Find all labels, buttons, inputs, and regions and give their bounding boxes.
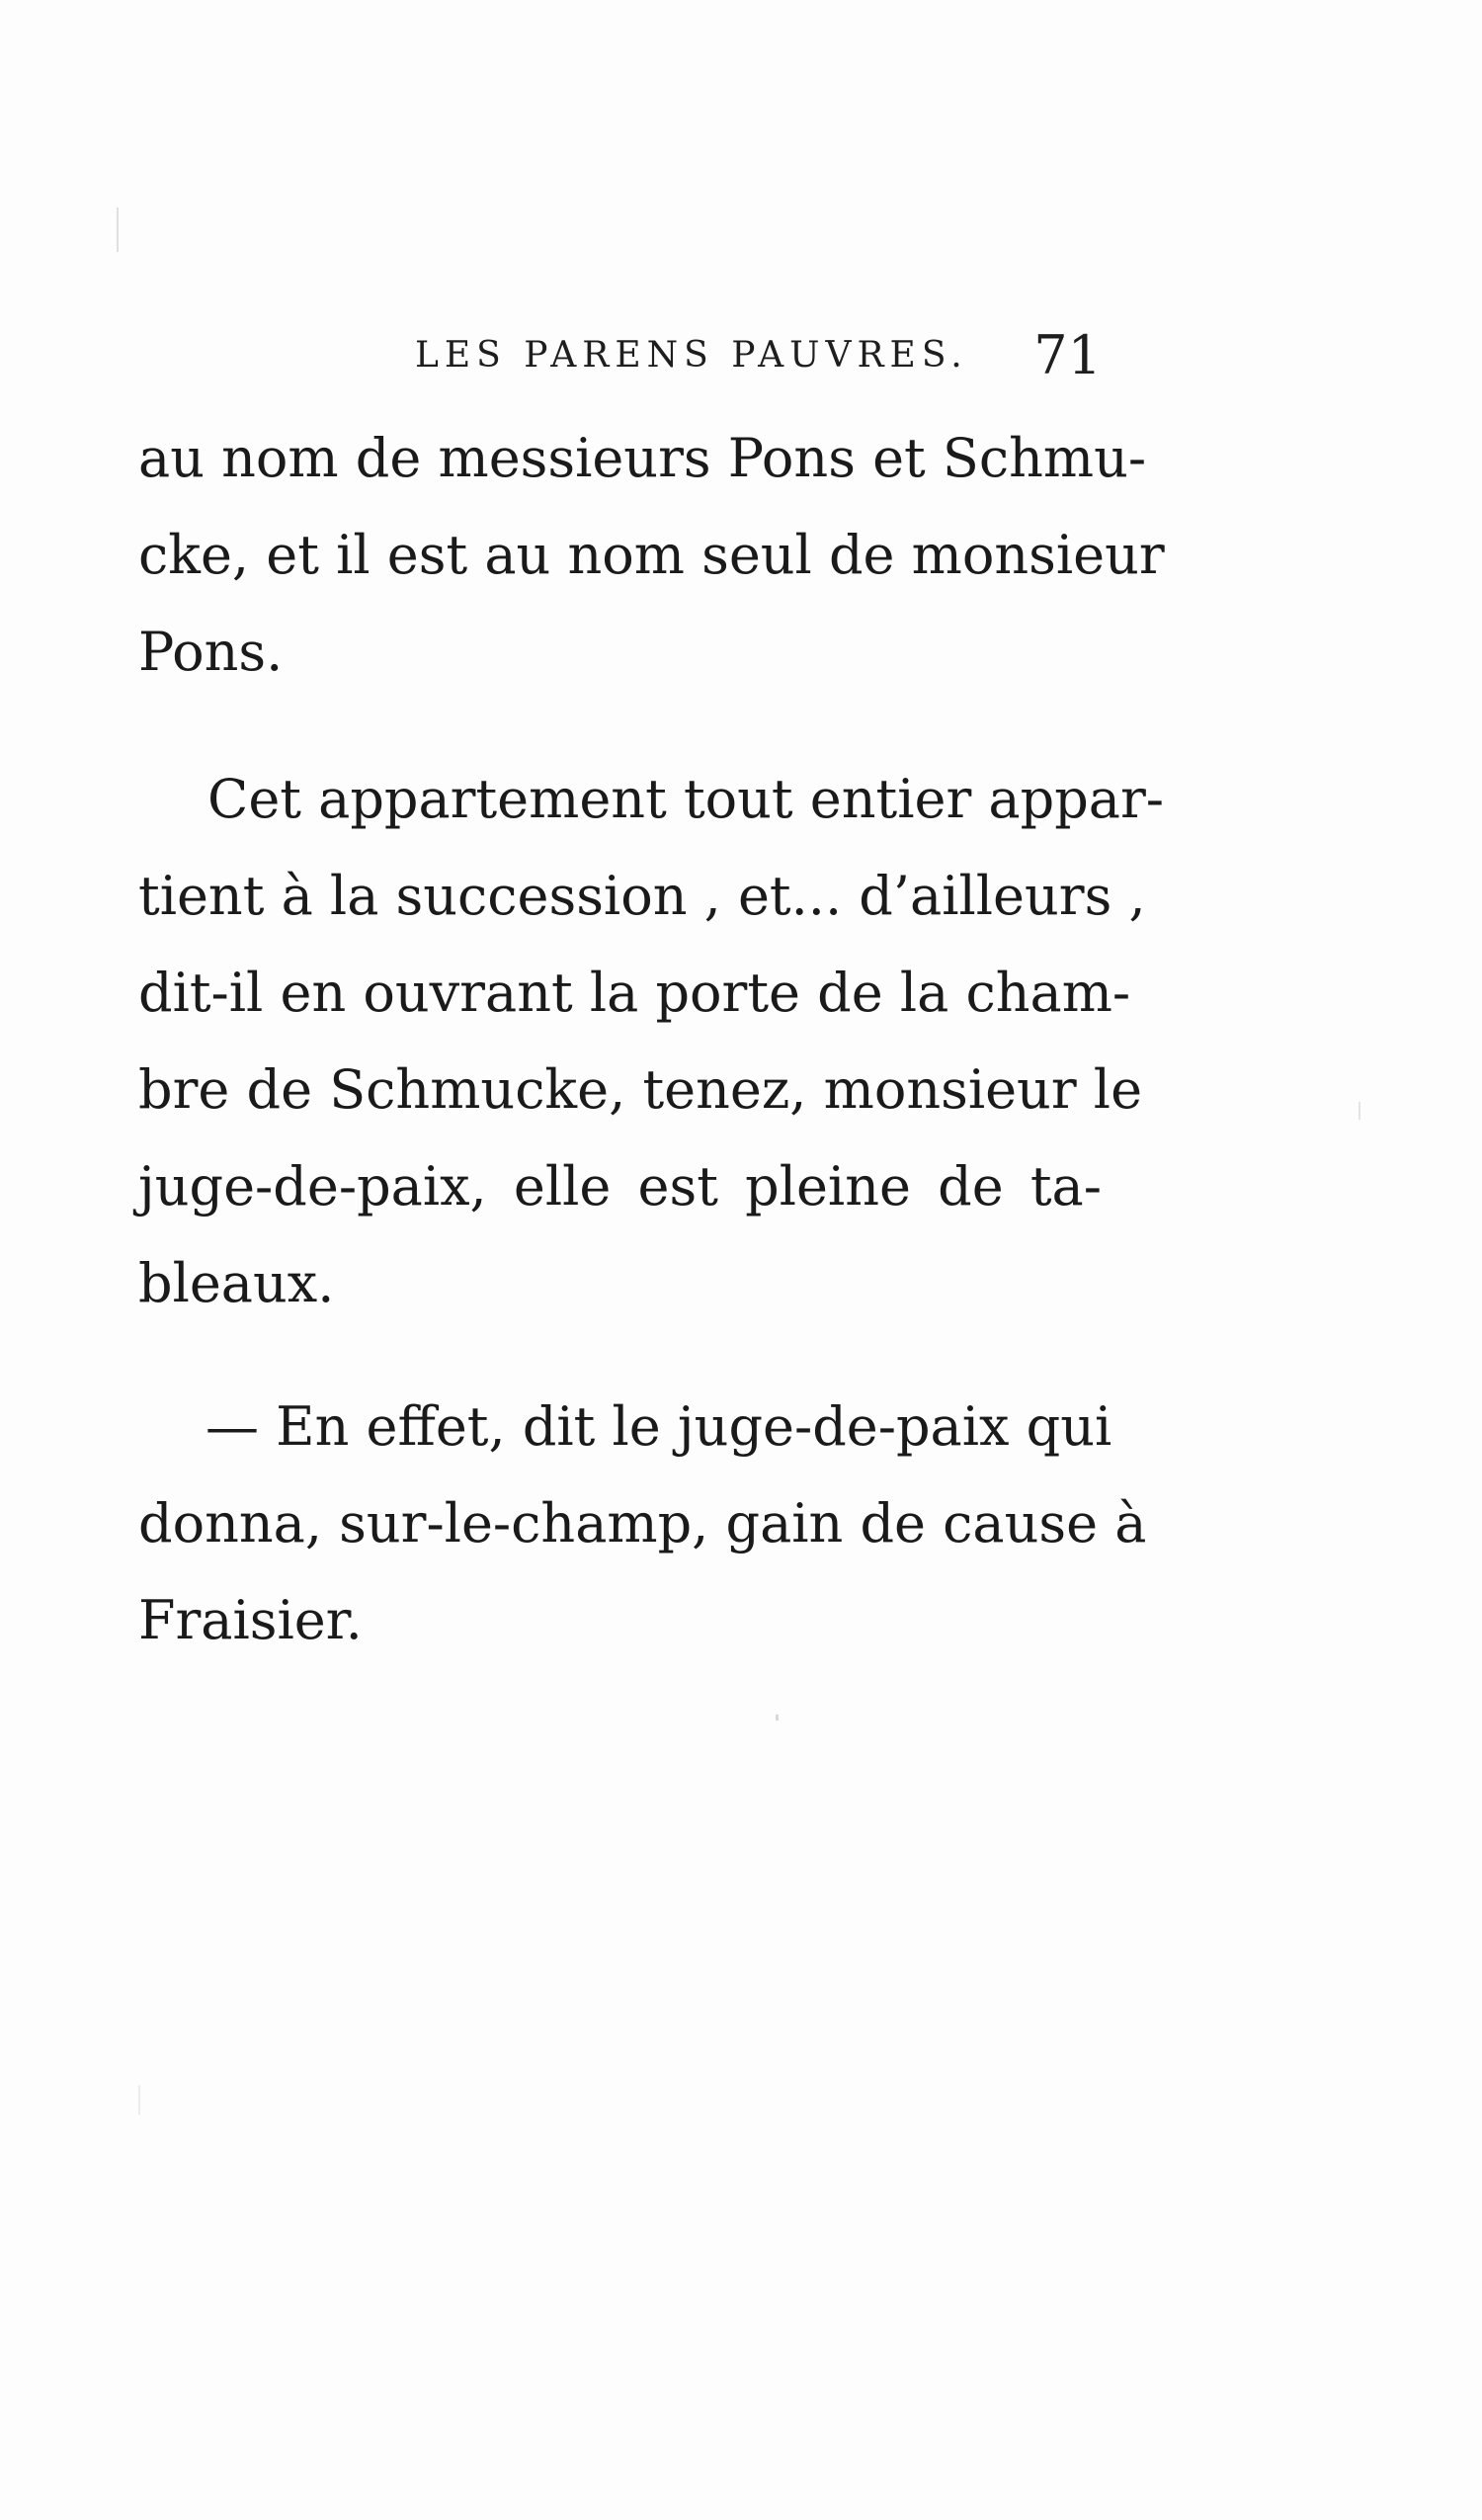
text-line: juge-de-paix, elle est pleine de ta- [138, 1155, 1102, 1218]
paper-mark [1358, 1102, 1360, 1120]
text-line: bre de Schmucke, tenez, monsieur le [138, 1058, 1143, 1121]
text-line: Cet appartement tout entier appar- [207, 768, 1165, 830]
text-line: Pons. [138, 621, 284, 683]
running-title: LES PARENS PAUVRES. [415, 335, 968, 376]
paper-mark [776, 1715, 779, 1721]
text-line: donna, sur-le-champ, gain de cause à [138, 1492, 1147, 1554]
text-line: Fraisier. [138, 1589, 363, 1651]
text-line: dit-il en ouvrant la porte de la cham- [138, 962, 1131, 1024]
dialogue-paragraph [138, 1379, 1147, 1669]
text-line: — En effet, dit le juge-de-paix qui [206, 1395, 1112, 1458]
paragraph [138, 751, 1165, 1332]
paragraph-continuation [138, 410, 1165, 701]
text-line: tient à la succession , et... d’ailleurs , [138, 865, 1146, 927]
text-line: bleaux. [138, 1252, 335, 1314]
paper-mark [138, 2085, 140, 2115]
text-line: cke, et il est au nom seul de monsieur [138, 524, 1165, 586]
text-line: au nom de messieurs Pons et Schmu- [138, 427, 1147, 489]
page-number: 71 [1033, 324, 1102, 386]
paper-mark [117, 208, 119, 252]
page-header [138, 326, 1102, 385]
